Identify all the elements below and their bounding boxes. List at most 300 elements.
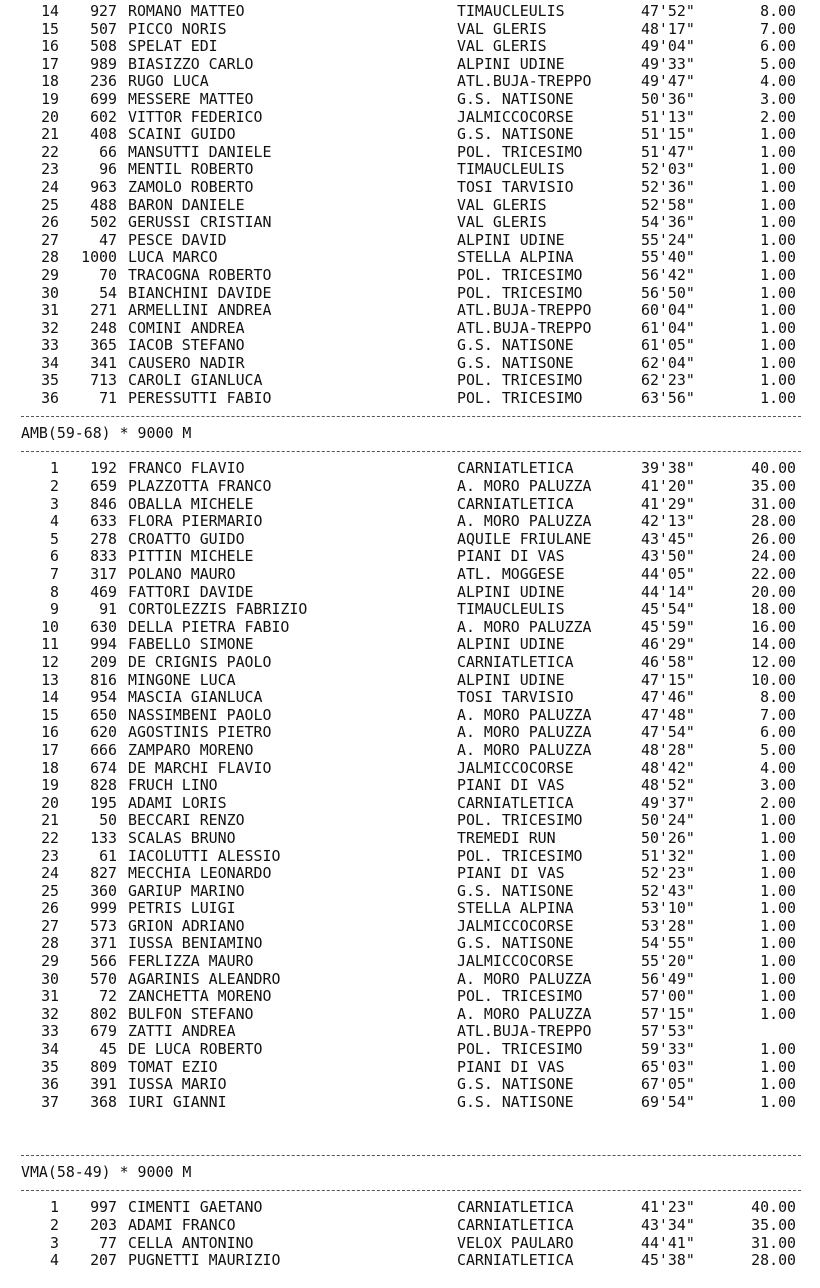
bib-number-cell: 203 [90, 1215, 117, 1234]
points-cell: 1.00 [760, 934, 796, 953]
points-cell: 3.00 [760, 89, 796, 108]
position-cell: 18 [41, 758, 59, 777]
club-cell: A. MORO PALUZZA [457, 723, 592, 742]
athlete-name-cell: MINGONE LUCA [128, 670, 236, 689]
position-cell: 14 [41, 2, 59, 20]
club-cell: POL. TRICESIMO [457, 371, 583, 390]
time-cell: 42'13" [641, 512, 695, 531]
position-cell: 26 [41, 213, 59, 232]
athlete-name-cell: PESCE DAVID [128, 230, 227, 249]
time-cell: 67'05" [641, 1075, 695, 1094]
athlete-name-cell: ADAMI LORIS [128, 793, 227, 812]
result-row [21, 372, 801, 390]
points-cell: 40.00 [751, 459, 796, 478]
time-cell: 60'04" [641, 301, 695, 320]
time-cell: 56'42" [641, 265, 695, 284]
time-cell: 59'33" [641, 1040, 695, 1059]
result-row [21, 144, 801, 162]
club-cell: JALMICCOCORSE [457, 952, 574, 971]
position-cell: 21 [41, 125, 59, 144]
athlete-name-cell: ROMANO MATTEO [128, 2, 245, 20]
position-cell: 32 [41, 1004, 59, 1023]
club-cell: POL. TRICESIMO [457, 846, 583, 865]
result-row [21, 672, 801, 690]
athlete-name-cell: PITTIN MICHELE [128, 547, 254, 566]
position-cell: 4 [50, 1251, 59, 1270]
bib-number-cell: 802 [90, 1004, 117, 1023]
club-cell: TREMEDI RUN [457, 828, 556, 847]
category-heading: AMB(59-68) * 9000 M [21, 424, 192, 443]
points-cell: 8.00 [760, 688, 796, 707]
time-cell: 46'29" [641, 635, 695, 654]
athlete-name-cell: AGOSTINIS PIETRO [128, 723, 272, 742]
result-row [21, 337, 801, 355]
time-cell: 63'56" [641, 389, 695, 408]
bib-number-cell: 209 [90, 652, 117, 671]
athlete-name-cell: PETRIS LUIGI [128, 899, 236, 918]
athlete-name-cell: CIMENTI GAETANO [128, 1198, 263, 1217]
bib-number-cell: 508 [90, 37, 117, 56]
athlete-name-cell: ZAMOLO ROBERTO [128, 177, 254, 196]
points-cell: 12.00 [751, 652, 796, 671]
bib-number-cell: 1000 [81, 248, 117, 267]
time-cell: 54'55" [641, 934, 695, 953]
athlete-name-cell: DELLA PIETRA FABIO [128, 617, 290, 636]
result-row [21, 636, 801, 654]
athlete-name-cell: FABELLO SIMONE [128, 635, 254, 654]
points-cell: 18.00 [751, 600, 796, 619]
points-cell: 1.00 [760, 1040, 796, 1059]
points-cell: 7.00 [760, 705, 796, 724]
time-cell: 47'46" [641, 688, 695, 707]
result-row [21, 1023, 801, 1041]
position-cell: 7 [50, 565, 59, 583]
position-cell: 15 [41, 705, 59, 724]
athlete-name-cell: ARMELLINI ANDREA [128, 301, 272, 320]
athlete-name-cell: MANSUTTI DANIELE [128, 142, 272, 161]
points-cell: 1.00 [760, 987, 796, 1006]
points-cell: 40.00 [751, 1198, 796, 1217]
bib-number-cell: 963 [90, 177, 117, 196]
points-cell: 5.00 [760, 740, 796, 759]
athlete-name-cell: IUSSA BENIAMINO [128, 934, 263, 953]
club-cell: G.S. NATISONE [457, 934, 574, 953]
position-cell: 24 [41, 177, 59, 196]
position-cell: 17 [41, 54, 59, 73]
bib-number-cell: 50 [99, 811, 117, 830]
time-cell: 43'50" [641, 547, 695, 566]
time-cell: 51'15" [641, 125, 695, 144]
position-cell: 14 [41, 688, 59, 707]
position-cell: 12 [41, 652, 59, 671]
position-cell: 2 [50, 1215, 59, 1234]
time-cell: 51'32" [641, 846, 695, 865]
club-cell: PIANI DI VAS [457, 864, 565, 883]
result-row [21, 496, 801, 514]
athlete-name-cell: TOMAT EZIO [128, 1057, 218, 1076]
club-cell: TIMAUCLEULIS [457, 600, 565, 619]
points-cell: 1.00 [760, 1057, 796, 1076]
points-cell: 6.00 [760, 37, 796, 56]
position-cell: 10 [41, 617, 59, 636]
position-cell: 19 [41, 89, 59, 108]
result-row [21, 161, 801, 179]
time-cell: 47'15" [641, 670, 695, 689]
position-cell: 25 [41, 881, 59, 900]
athlete-name-cell: SPELAT EDI [128, 37, 218, 56]
points-cell: 1.00 [760, 1092, 796, 1111]
time-cell: 53'10" [641, 899, 695, 918]
position-cell: 29 [41, 952, 59, 971]
club-cell: POL. TRICESIMO [457, 283, 583, 302]
position-cell: 5 [50, 529, 59, 548]
time-cell: 55'24" [641, 230, 695, 249]
result-row [21, 900, 801, 918]
points-cell: 10.00 [751, 670, 796, 689]
time-cell: 41'20" [641, 477, 695, 496]
athlete-name-cell: POLANO MAURO [128, 565, 236, 583]
time-cell: 65'03" [641, 1057, 695, 1076]
bib-number-cell: 713 [90, 371, 117, 390]
result-row [21, 390, 801, 408]
result-row [21, 795, 801, 813]
bib-number-cell: 195 [90, 793, 117, 812]
result-row [21, 1217, 801, 1235]
time-cell: 47'54" [641, 723, 695, 742]
club-cell: A. MORO PALUZZA [457, 477, 592, 496]
club-cell: TIMAUCLEULIS [457, 2, 565, 20]
position-cell: 22 [41, 828, 59, 847]
result-row [21, 742, 801, 760]
points-cell: 1.00 [760, 318, 796, 337]
result-row [21, 73, 801, 91]
result-row [21, 654, 801, 672]
bib-number-cell: 809 [90, 1057, 117, 1076]
club-cell: VAL GLERIS [457, 195, 547, 214]
club-cell: POL. TRICESIMO [457, 811, 583, 830]
time-cell: 49'04" [641, 37, 695, 56]
time-cell: 50'36" [641, 89, 695, 108]
blank-line [21, 1129, 801, 1147]
club-cell: ALPINI UDINE [457, 670, 565, 689]
athlete-name-cell: IURI GIANNI [128, 1092, 227, 1111]
time-cell: 54'36" [641, 213, 695, 232]
position-cell: 26 [41, 899, 59, 918]
time-cell: 57'53" [641, 1022, 695, 1041]
bib-number-cell: 630 [90, 617, 117, 636]
result-row [21, 1235, 801, 1253]
result-row [21, 777, 801, 795]
time-cell: 61'04" [641, 318, 695, 337]
result-row [21, 584, 801, 602]
club-cell: JALMICCOCORSE [457, 916, 574, 935]
time-cell: 52'03" [641, 160, 695, 179]
time-cell: 55'20" [641, 952, 695, 971]
bib-number-cell: 45 [99, 1040, 117, 1059]
bib-number-cell: 360 [90, 881, 117, 900]
athlete-name-cell: GARIUP MARINO [128, 881, 245, 900]
points-cell: 1.00 [760, 301, 796, 320]
athlete-name-cell: IUSSA MARIO [128, 1075, 227, 1094]
points-cell: 35.00 [751, 477, 796, 496]
club-cell: ATL.BUJA-TREPPO [457, 301, 592, 320]
club-cell: A. MORO PALUZZA [457, 705, 592, 724]
club-cell: G.S. NATISONE [457, 125, 574, 144]
club-cell: G.S. NATISONE [457, 881, 574, 900]
points-cell: 4.00 [760, 758, 796, 777]
points-cell: 1.00 [760, 916, 796, 935]
bib-number-cell: 96 [99, 160, 117, 179]
bib-number-cell: 278 [90, 529, 117, 548]
bib-number-cell: 61 [99, 846, 117, 865]
position-cell: 3 [50, 494, 59, 513]
time-cell: 48'42" [641, 758, 695, 777]
club-cell: AQUILE FRIULANE [457, 529, 592, 548]
bib-number-cell: 391 [90, 1075, 117, 1094]
result-row [21, 1041, 801, 1059]
club-cell: CARNIATLETICA [457, 652, 574, 671]
points-cell: 4.00 [760, 72, 796, 91]
result-row [21, 531, 801, 549]
club-cell: CARNIATLETICA [457, 1251, 574, 1270]
position-cell: 19 [41, 776, 59, 795]
position-cell: 32 [41, 318, 59, 337]
time-cell: 47'52" [641, 2, 695, 20]
time-cell: 51'13" [641, 107, 695, 126]
athlete-name-cell: COMINI ANDREA [128, 318, 245, 337]
time-cell: 56'49" [641, 969, 695, 988]
club-cell: CARNIATLETICA [457, 494, 574, 513]
points-cell: 1.00 [760, 160, 796, 179]
result-row [21, 21, 801, 39]
points-cell: 1.00 [760, 353, 796, 372]
club-cell: POL. TRICESIMO [457, 265, 583, 284]
result-row [21, 1252, 801, 1270]
result-row [21, 760, 801, 778]
points-cell: 24.00 [751, 547, 796, 566]
bib-number-cell: 317 [90, 565, 117, 583]
points-cell: 1.00 [760, 248, 796, 267]
club-cell: TOSI TARVISIO [457, 688, 574, 707]
athlete-name-cell: VITTOR FEDERICO [128, 107, 263, 126]
time-cell: 45'59" [641, 617, 695, 636]
athlete-name-cell: RUGO LUCA [128, 72, 209, 91]
athlete-name-cell: DE LUCA ROBERTO [128, 1040, 263, 1059]
time-cell: 50'24" [641, 811, 695, 830]
bib-number-cell: 699 [90, 89, 117, 108]
result-row [21, 460, 801, 478]
time-cell: 48'28" [641, 740, 695, 759]
result-row [21, 179, 801, 197]
athlete-name-cell: LUCA MARCO [128, 248, 218, 267]
club-cell: CARNIATLETICA [457, 1215, 574, 1234]
club-cell: POL. TRICESIMO [457, 987, 583, 1006]
dashed-separator [21, 1182, 801, 1200]
result-row [21, 109, 801, 127]
athlete-name-cell: FRUCH LINO [128, 776, 218, 795]
position-cell: 20 [41, 107, 59, 126]
points-cell: 3.00 [760, 776, 796, 795]
points-cell: 1.00 [760, 828, 796, 847]
category-heading: VMA(58-49) * 9000 M [21, 1163, 192, 1182]
points-cell: 14.00 [751, 635, 796, 654]
time-cell: 44'05" [641, 565, 695, 583]
bib-number-cell: 341 [90, 353, 117, 372]
points-cell: 1.00 [760, 283, 796, 302]
result-row [21, 848, 801, 866]
position-cell: 27 [41, 916, 59, 935]
position-cell: 8 [50, 582, 59, 601]
time-cell: 57'15" [641, 1004, 695, 1023]
club-cell: VAL GLERIS [457, 213, 547, 232]
time-cell: 52'23" [641, 864, 695, 883]
result-row [21, 724, 801, 742]
club-cell: VAL GLERIS [457, 19, 547, 38]
time-cell: 41'29" [641, 494, 695, 513]
position-cell: 31 [41, 987, 59, 1006]
bib-number-cell: 133 [90, 828, 117, 847]
result-row [21, 91, 801, 109]
club-cell: CARNIATLETICA [457, 1198, 574, 1217]
athlete-name-cell: CAROLI GIANLUCA [128, 371, 263, 390]
time-cell: 44'14" [641, 582, 695, 601]
club-cell: ATL.BUJA-TREPPO [457, 72, 592, 91]
position-cell: 35 [41, 1057, 59, 1076]
position-cell: 24 [41, 864, 59, 883]
athlete-name-cell: FERLIZZA MAURO [128, 952, 254, 971]
time-cell: 43'45" [641, 529, 695, 548]
bib-number-cell: 469 [90, 582, 117, 601]
athlete-name-cell: PERESSUTTI FABIO [128, 389, 272, 408]
athlete-name-cell: CELLA ANTONINO [128, 1233, 254, 1252]
bib-number-cell: 72 [99, 987, 117, 1006]
time-cell: 49'37" [641, 793, 695, 812]
result-row [21, 1094, 801, 1112]
club-cell: ALPINI UDINE [457, 635, 565, 654]
club-cell: POL. TRICESIMO [457, 1040, 583, 1059]
position-cell: 36 [41, 389, 59, 408]
result-row [21, 883, 801, 901]
athlete-name-cell: MASCIA GIANLUCA [128, 688, 263, 707]
bib-number-cell: 674 [90, 758, 117, 777]
time-cell: 49'33" [641, 54, 695, 73]
athlete-name-cell: ADAMI FRANCO [128, 1215, 236, 1234]
points-cell: 35.00 [751, 1215, 796, 1234]
bib-number-cell: 408 [90, 125, 117, 144]
athlete-name-cell: FLORA PIERMARIO [128, 512, 263, 531]
position-cell: 23 [41, 846, 59, 865]
athlete-name-cell: DE CRIGNIS PAOLO [128, 652, 272, 671]
club-cell: G.S. NATISONE [457, 353, 574, 372]
athlete-name-cell: PICCO NORIS [128, 19, 227, 38]
position-cell: 23 [41, 160, 59, 179]
club-cell: ALPINI UDINE [457, 582, 565, 601]
position-cell: 16 [41, 37, 59, 56]
bib-number-cell: 66 [99, 142, 117, 161]
points-cell: 1.00 [760, 846, 796, 865]
time-cell: 44'41" [641, 1233, 695, 1252]
points-cell: 6.00 [760, 723, 796, 742]
bib-number-cell: 954 [90, 688, 117, 707]
points-cell: 1.00 [760, 1004, 796, 1023]
time-cell: 50'26" [641, 828, 695, 847]
time-cell: 48'17" [641, 19, 695, 38]
position-cell: 2 [50, 477, 59, 496]
club-cell: A. MORO PALUZZA [457, 512, 592, 531]
bib-number-cell: 91 [99, 600, 117, 619]
result-row [21, 601, 801, 619]
result-row [21, 38, 801, 56]
time-cell: 45'54" [641, 600, 695, 619]
bib-number-cell: 833 [90, 547, 117, 566]
club-cell: STELLA ALPINA [457, 248, 574, 267]
points-cell: 1.00 [760, 811, 796, 830]
bib-number-cell: 633 [90, 512, 117, 531]
athlete-name-cell: GERUSSI CRISTIAN [128, 213, 272, 232]
result-row [21, 302, 801, 320]
club-cell: VAL GLERIS [457, 37, 547, 56]
bib-number-cell: 207 [90, 1251, 117, 1270]
result-row [21, 232, 801, 250]
bib-number-cell: 47 [99, 230, 117, 249]
result-row [21, 355, 801, 373]
result-row [21, 249, 801, 267]
position-cell: 22 [41, 142, 59, 161]
result-row [21, 971, 801, 989]
athlete-name-cell: GRION ADRIANO [128, 916, 245, 935]
club-cell: CARNIATLETICA [457, 459, 574, 478]
position-cell: 16 [41, 723, 59, 742]
time-cell: 62'04" [641, 353, 695, 372]
dashed-separator [21, 443, 801, 461]
club-cell: A. MORO PALUZZA [457, 969, 592, 988]
result-row [21, 214, 801, 232]
athlete-name-cell: SCAINI GUIDO [128, 125, 236, 144]
club-cell: G.S. NATISONE [457, 1075, 574, 1094]
position-cell: 25 [41, 195, 59, 214]
bib-number-cell: 566 [90, 952, 117, 971]
result-row [21, 830, 801, 848]
points-cell: 1.00 [760, 125, 796, 144]
points-cell: 1.00 [760, 864, 796, 883]
bib-number-cell: 77 [99, 1233, 117, 1252]
bib-number-cell: 70 [99, 265, 117, 284]
position-cell: 20 [41, 793, 59, 812]
bib-number-cell: 999 [90, 899, 117, 918]
bib-number-cell: 502 [90, 213, 117, 232]
bib-number-cell: 570 [90, 969, 117, 988]
position-cell: 33 [41, 1022, 59, 1041]
result-row [21, 267, 801, 285]
athlete-name-cell: CORTOLEZZIS FABRIZIO [128, 600, 308, 619]
club-cell: PIANI DI VAS [457, 1057, 565, 1076]
club-cell: A. MORO PALUZZA [457, 617, 592, 636]
athlete-name-cell: MENTIL ROBERTO [128, 160, 254, 179]
position-cell: 37 [41, 1092, 59, 1111]
athlete-name-cell: FRANCO FLAVIO [128, 459, 245, 478]
points-cell: 31.00 [751, 494, 796, 513]
bib-number-cell: 927 [90, 2, 117, 20]
result-row [21, 619, 801, 637]
club-cell: G.S. NATISONE [457, 1092, 574, 1111]
position-cell: 4 [50, 512, 59, 531]
time-cell: 57'00" [641, 987, 695, 1006]
time-cell: 61'05" [641, 336, 695, 355]
points-cell: 1.00 [760, 952, 796, 971]
club-cell: ATL.BUJA-TREPPO [457, 1022, 592, 1041]
points-cell: 31.00 [751, 1233, 796, 1252]
position-cell: 35 [41, 371, 59, 390]
